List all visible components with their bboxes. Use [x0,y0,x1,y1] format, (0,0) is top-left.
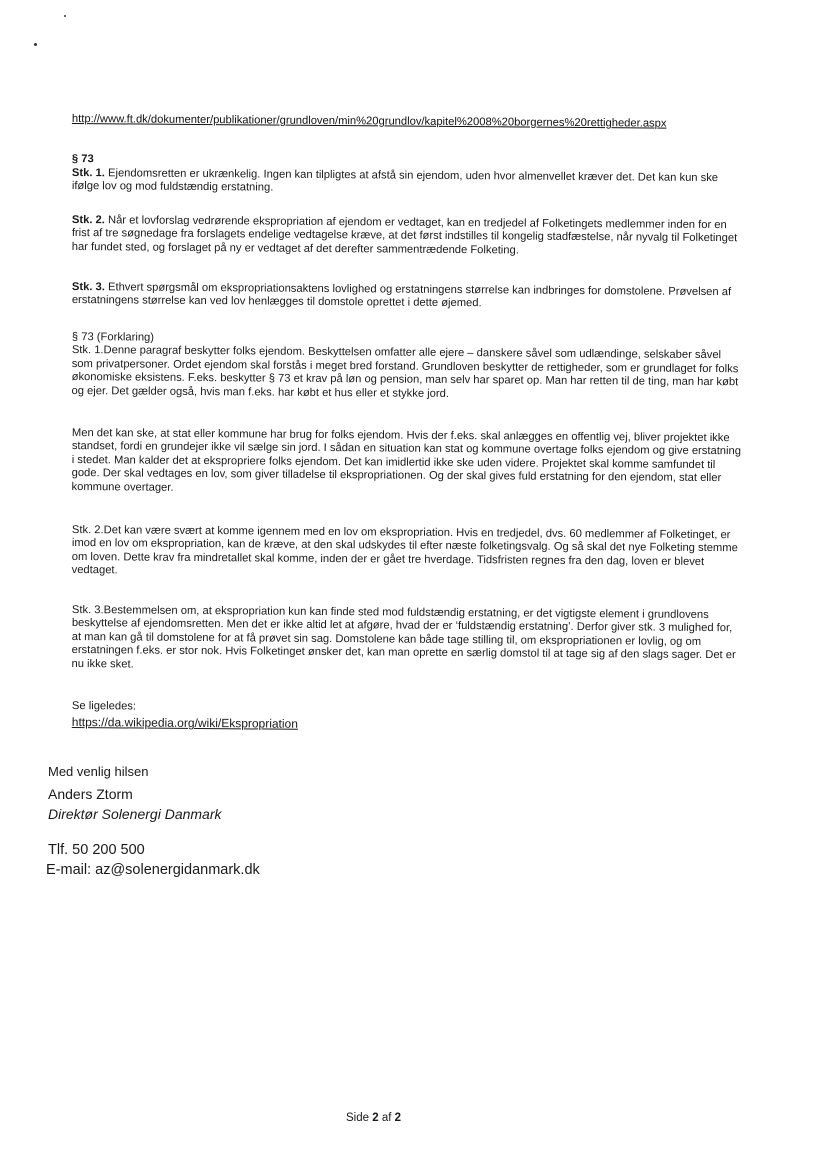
paragraph-heading: § 73 [71,153,94,166]
current-page-number: 2 [372,1112,379,1124]
stk3-text: Ethvert spørgsmål om ekspropriationsaktens lovlighed og erstatningens størrelse kan indbringes for domstolene. Prøvelsen af erstatningens størrelse kan ved lov henlægges til domstole oprettet i dette øjemed. [71,281,732,310]
signature-name: Anders Ztorm [48,786,133,802]
see-also-label: Se ligeledes: [71,700,137,713]
paragraph-stk1 [72,167,744,199]
see-also-link[interactable]: https://da.wikipedia.org/wiki/Ekspropriation [71,715,298,732]
explanation-paragraph-3-block [72,524,744,583]
page-footer [346,1112,401,1124]
stk1-label: Stk. 1. [71,167,105,180]
page-label: Side [346,1112,373,1124]
source-url-link[interactable]: http://www.ft.dk/dokumenter/publikationer/grundloven/min%20grundlov/kapitel%2008%20borgernes%20rettigheder.aspx [71,113,667,130]
explanation-section [71,331,744,403]
explanation-paragraph-1: Stk. 1.Denne paragraf beskytter folks ejendom. Beskyttelsen omfatter alle ejere – danskere såvel som udlændinge, selskaber såvel som privatpersoner. Ordet ejendom skal forstås i meget bred forstand. Grundloven beskytter de rettigheder, som er grundlaget for folks økonomiske eksistens. F.eks. beskytter § 73 et krav på løn og pension, man selv har sparet op. Man har retten til de ting, man har købt og ejer. Det gælder også, hvis man f.eks. har købt et hus eller et stykke jord. [71,344,739,400]
see-also-block [72,700,744,735]
explanation-paragraph-4-block [71,604,744,676]
explanation-heading: § 73 (Forklaring) [71,331,155,344]
stk3-label: Stk. 3. [71,281,105,294]
signature-greeting: Med venlig hilsen [48,764,149,779]
paragraph-stk3 [72,281,744,313]
total-pages-number: 2 [394,1112,402,1124]
explanation-paragraph-2: Men det kan ske, at stat eller kommune har brug for folks ejendom. Hvis der f.eks. skal anlægges en offentlig vej, bliver projektet ikke standset, fordi en grundejer ikke vil sælge sin jord. I sådan en situation kan stat og kommune overtage folks ejendom og give erstatning i stedet. Man kalder det at ekspropriere folks ejendom. Det kan imidlertid ikke ske uden videre. Projektet skal komme samfundet til gode. Der skal vedtages en lov, som giver tilladelse til ekspropriationen. Og der skal gives fuld erstatning for den ejendom, stat eller kommune overtager. [71,427,742,494]
signature-email[interactable]: E-mail: az@solenergidanmark.dk [46,862,260,878]
explanation-paragraph-4: Stk. 3.Bestemmelsen om, at ekspropriation kun kan finde sted mod fuldstændig erstatning, er det vigtigste element i grundlovens beskyttelse af ejendomsretten. Men det er ikke altid let at afgøre, hvad der er ‘fuldstændig erstatning’. Derfor giver stk. 3 mulighed for, at man kan gå til domstolene for at få prøvet sin sag. Domstolene kan både tage stilling til, om ekspropriationen er lovlig, og om erstatningen f.eks. er stor nok. Hvis Folketinget ønsker det, kan man oprette en særlig domstol til at tage sig af den slags sager. Det er nu ikke sket. [71,604,736,671]
scan-speck [34,43,37,46]
stk2-text: Når et lovforslag vedrørende ekspropriation af ejendom er vedtaget, kan en tredjedel af Folketingets medlemmer inden for en frist af tre søgnedage fra forslagets endelige vedtagelse kræve, at det først indstilles til kongelig stadfæstelse, når nyvalg til Folketinget har fundet sted, og forslaget på ny er vedtaget af det derefter sammentrædende Folketing. [71,214,738,257]
scan-speck [64,15,66,17]
signature-title: Direktør Solenergi Danmark [48,806,222,822]
explanation-paragraph-3: Stk. 2.Det kan være svært at komme igennem med en lov om ekspropriation. Hvis en tredjedel, dvs. 60 medlemmer af Folketinget, er imod en lov om ekspropriation, kan de kræve, at den skal udskydes til efter næste folketingsvalg. Og så skal det nye Folketing stemme om loven. Dette krav fra mindretallet skal komme, inden der er gået tre hverdage. Tidsfristen regnes fra den dag, loven er blevet vedtaget. [71,524,738,577]
explanation-paragraph-2-block [71,427,744,499]
stk2-label: Stk. 2. [71,214,105,227]
page-separator: af [378,1112,395,1124]
signature-phone: Tlf. 50 200 500 [48,842,145,858]
paragraph-stk2 [72,214,744,259]
stk1-text: Ejendomsretten er ukrænkelig. Ingen kan tilpligtes at afstå sin ejendom, uden hvor almenvellet kræver det. Det kan kun ske ifølge lov og mod fuldstændig erstatning. [71,167,719,194]
